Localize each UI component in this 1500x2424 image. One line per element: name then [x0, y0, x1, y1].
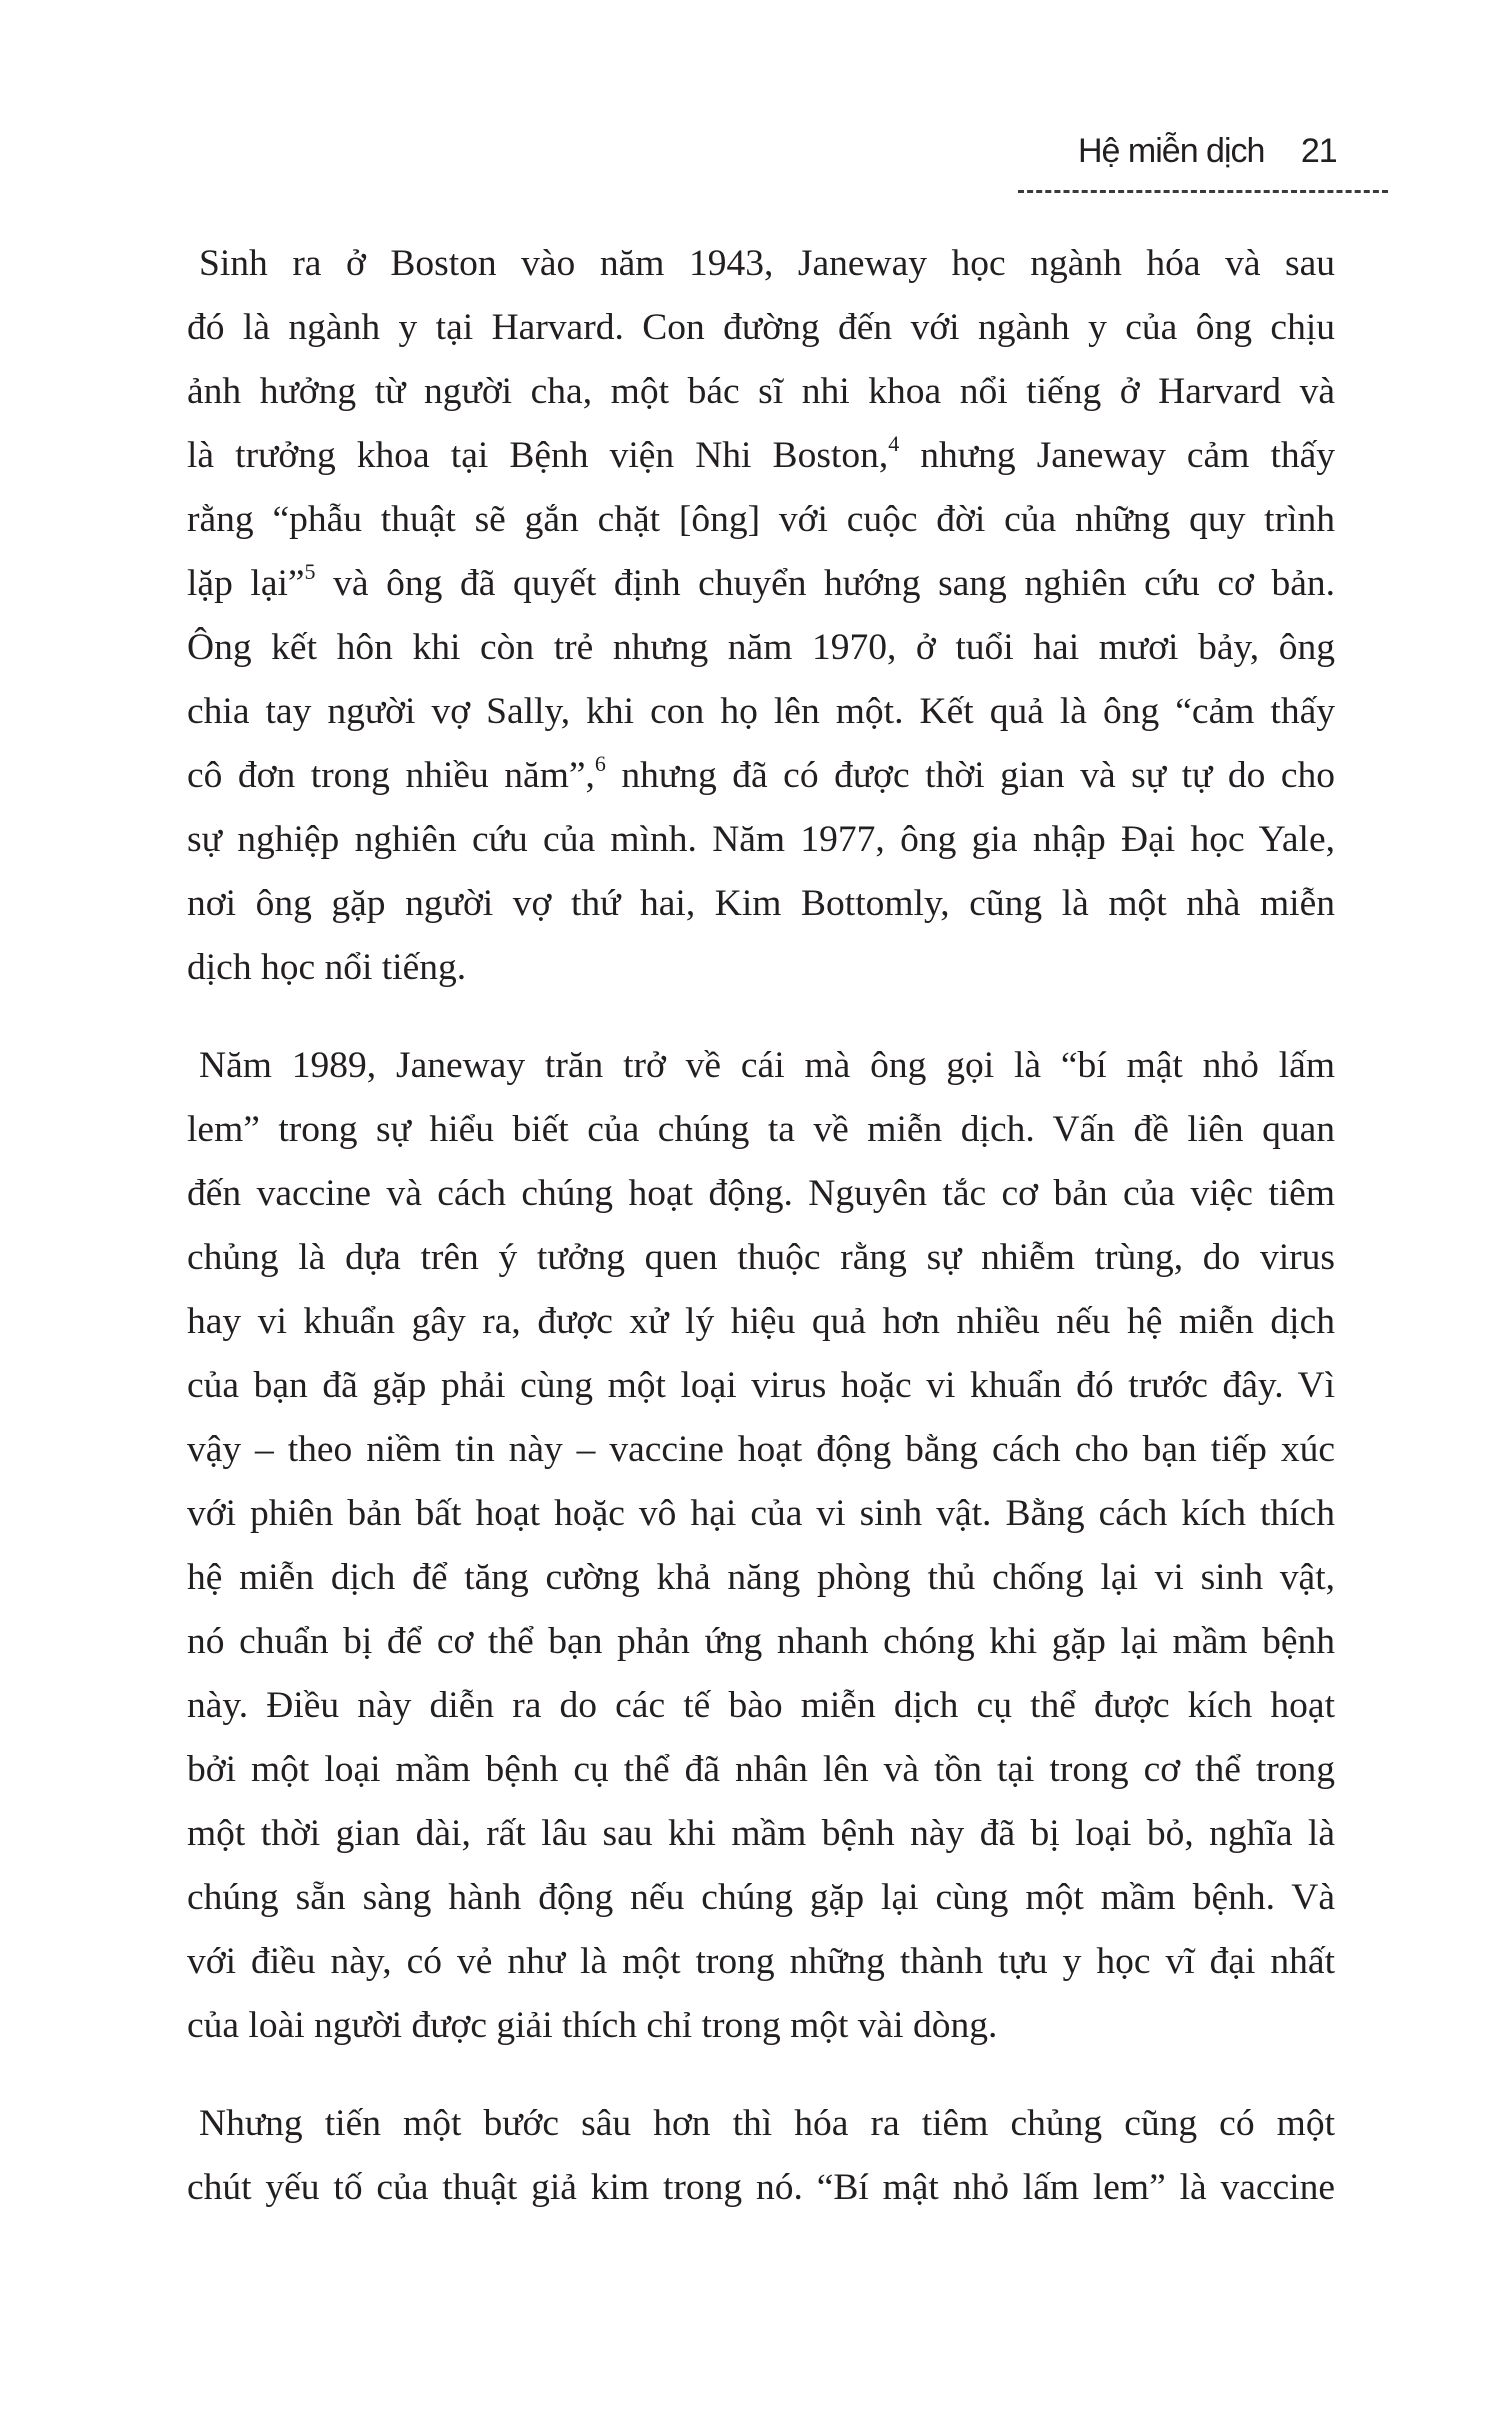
text-line: này. Điều này diễn ra do các tế bào miễn dịch cụ thể được kích hoạt [187, 1685, 1335, 1726]
text-line: một thời gian dài, rất lâu sau khi mầm bệnh này đã bị loại bỏ, nghĩa là [187, 1813, 1335, 1854]
text-line [175, 744, 1335, 808]
text-line: hệ miễn dịch để tăng cường khả năng phòng thủ chống lại vi sinh vật, [187, 1557, 1335, 1598]
text-line: lem” trong sự hiểu biết của chúng ta về miễn dịch. Vấn đề liên quan [187, 1109, 1335, 1150]
footnote-ref-5: 5 [304, 559, 316, 584]
footnote-ref-4: 4 [888, 431, 900, 456]
text-line: của loài người được giải thích chỉ trong một vài dòng. [187, 2005, 998, 2046]
line-segment: và ông đã quyết định chuyển hướng sang nghiên cứu cơ bản. [315, 563, 1335, 604]
header-section-title: Hệ miễn dịch [1078, 132, 1265, 170]
line-segment: nhưng đã có được thời gian và sự tự do cho [605, 755, 1336, 796]
text-line: đó là ngành y tại Harvard. Con đường đến với ngành y của ông chịu [187, 307, 1335, 348]
footnote-ref-6: 6 [594, 751, 606, 776]
text-line: Nhưng tiến một bước sâu hơn thì hóa ra tiêm chủng cũng có một [199, 2103, 1335, 2144]
text-line: bởi một loại mầm bệnh cụ thể đã nhân lên và tồn tại trong cơ thể trong [187, 1749, 1335, 1790]
text-line: hay vi khuẩn gây ra, được xử lý hiệu quả hơn nhiều nếu hệ miễn dịch [187, 1301, 1335, 1342]
line-segment: cô đơn trong nhiều năm”, [187, 755, 595, 796]
text-line: sự nghiệp nghiên cứu của mình. Năm 1977, ông gia nhập Đại học Yale, [187, 819, 1335, 860]
line-segment: nhưng Janeway cảm thấy [899, 435, 1336, 476]
page-body [175, 232, 1335, 2254]
text-line: vậy – theo niềm tin này – vaccine hoạt động bằng cách cho bạn tiếp xúc [187, 1429, 1335, 1470]
text-line: của bạn đã gặp phải cùng một loại virus hoặc vi khuẩn đó trước đây. Vì [187, 1365, 1335, 1406]
text-line: nơi ông gặp người vợ thứ hai, Kim Bottomly, cũng là một nhà miễn [187, 883, 1335, 924]
text-line: Ông kết hôn khi còn trẻ nhưng năm 1970, ở tuổi hai mươi bảy, ông [187, 627, 1335, 668]
text-line: ảnh hưởng từ người cha, một bác sĩ nhi khoa nổi tiếng ở Harvard và [187, 371, 1335, 412]
text-line: với điều này, có vẻ như là một trong những thành tựu y học vĩ đại nhất [187, 1941, 1335, 1982]
text-line: chia tay người vợ Sally, khi con họ lên một. Kết quả là ông “cảm thấy [187, 691, 1335, 732]
text-line [175, 552, 1335, 616]
running-header [1078, 132, 1378, 171]
text-line: rằng “phẫu thuật sẽ gắn chặt [ông] với cuộc đời của những quy trình [187, 499, 1335, 540]
text-line [175, 424, 1335, 488]
header-page-number: 21 [1300, 132, 1337, 170]
line-segment: là trưởng khoa tại Bệnh viện Nhi Boston, [187, 435, 889, 476]
text-line: chúng sẵn sàng hành động nếu chúng gặp lại cùng một mầm bệnh. Và [187, 1877, 1335, 1918]
paragraph-2 [175, 1034, 1335, 2058]
text-line: Sinh ra ở Boston vào năm 1943, Janeway học ngành hóa và sau [199, 243, 1335, 284]
text-line: nó chuẩn bị để cơ thể bạn phản ứng nhanh chóng khi gặp lại mầm bệnh [187, 1621, 1335, 1662]
paragraph-1 [175, 232, 1335, 1000]
text-line: Năm 1989, Janeway trăn trở về cái mà ông gọi là “bí mật nhỏ lấm [199, 1045, 1335, 1086]
paragraph-3 [175, 2092, 1335, 2220]
text-line: chút yếu tố của thuật giả kim trong nó. “Bí mật nhỏ lấm lem” là vaccine [187, 2167, 1335, 2208]
line-segment: lặp lại” [187, 563, 305, 604]
text-line: với phiên bản bất hoạt hoặc vô hại của vi sinh vật. Bằng cách kích thích [187, 1493, 1335, 1534]
header-divider [1018, 190, 1388, 193]
text-line: dịch học nổi tiếng. [187, 947, 467, 988]
text-line: chủng là dựa trên ý tưởng quen thuộc rằng sự nhiễm trùng, do virus [187, 1237, 1335, 1278]
text-line: đến vaccine và cách chúng hoạt động. Nguyên tắc cơ bản của việc tiêm [187, 1173, 1335, 1214]
